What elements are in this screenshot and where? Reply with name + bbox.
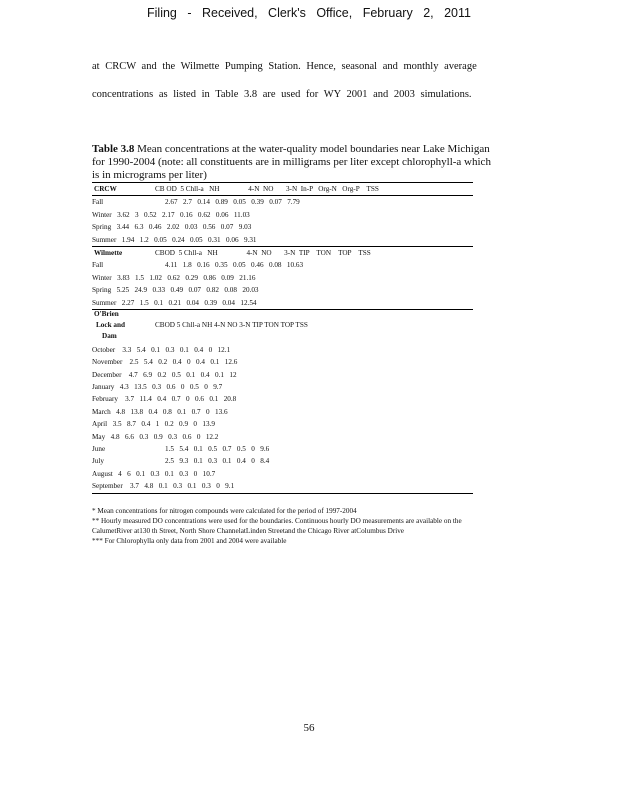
concentration-table bbox=[92, 182, 473, 494]
page-header: Filing - Received, Clerk's Office, February 2, 2011 bbox=[147, 6, 471, 20]
table-row: Summer 2.27 1.5 0.1 0.21 0.04 0.39 0.04 12.54 bbox=[92, 298, 257, 307]
page-number: 56 bbox=[303, 722, 315, 734]
section-name: Lock and bbox=[96, 320, 125, 329]
table-row: October 3.3 5.4 0.1 0.3 0.1 0.4 0 12.1 bbox=[92, 345, 231, 354]
table-caption-text: Mean concentrations at the water-quality model boundaries near Lake Michigan for 1990-2004 (note: all constituents are in milligrams per liter except chlorophyll-a which is in micrograms per liter) bbox=[92, 143, 491, 181]
section-name: Wilmette bbox=[94, 248, 123, 257]
table-notes bbox=[92, 506, 492, 546]
footnote: ** Hourly measured DO concentrations were used for the boundaries. Continuous hourly DO measurements are available on the CalumetRiver at130 th Street, North Shore ChannelatLinden Streetand the Chicago River atColumbus Drive bbox=[92, 517, 462, 535]
table-row: November 2.5 5.4 0.2 0.4 0 0.4 0.1 12.6 bbox=[92, 358, 238, 367]
section-header-row bbox=[92, 310, 473, 344]
section-header-row bbox=[92, 247, 473, 259]
paragraph-line-1: at CRCW and the Wilmette Pumping Station. Hence, seasonal and monthly average bbox=[92, 61, 477, 72]
table-caption bbox=[92, 143, 492, 182]
table-row: Fall 2.67 2.7 0.14 0.89 0.05 0.39 0.07 7.79 bbox=[92, 198, 300, 207]
footnote: * Mean concentrations for nitrogen compounds were calculated for the period of 1997-2004 bbox=[92, 507, 357, 515]
table-row: September 3.7 4.8 0.1 0.3 0.1 0.3 0 9.1 bbox=[92, 482, 235, 491]
section-name: CRCW bbox=[94, 185, 117, 193]
table-row: February 3.7 11.4 0.4 0.7 0 0.6 0.1 20.8 bbox=[92, 395, 237, 404]
table-section-wilmette bbox=[92, 246, 473, 309]
footnote: *** For Chlorophylla only data from 2001 and 2004 were available bbox=[92, 537, 287, 545]
table-row: Fall 4.11 1.8 0.16 0.35 0.05 0.46 0.08 10.63 bbox=[92, 261, 304, 270]
table-row: August 4 6 0.1 0.3 0.1 0.3 0 10.7 bbox=[92, 469, 216, 478]
section-name: O'Brien bbox=[94, 309, 119, 318]
table-row: April 3.5 8.7 0.4 1 0.2 0.9 0 13.9 bbox=[92, 420, 215, 429]
table-row: December 4.7 6.9 0.2 0.5 0.1 0.4 0.1 12 bbox=[92, 370, 237, 379]
column-headers: CB OD 5 Chll-a NH 4-N NO 3-N In-P Org-N Org-P TSS bbox=[155, 185, 379, 193]
column-headers: CBOD 5 Chll-a NH 4-N NO 3-N TIP TON TOP TSS bbox=[155, 320, 308, 329]
column-headers: CBOD 5 Chll-a NH 4-N NO 3-N TIP TON TOP TSS bbox=[155, 248, 371, 257]
table-label: Table 3.8 bbox=[92, 143, 135, 155]
table-row: March 4.8 13.8 0.4 0.8 0.1 0.7 0 13.6 bbox=[92, 407, 228, 416]
table-row: July 2.5 9.3 0.1 0.3 0.1 0.4 0 8.4 bbox=[92, 457, 270, 466]
table-row: Spring 3.44 6.3 0.46 2.02 0.03 0.56 0.07 9.03 bbox=[92, 223, 252, 232]
paragraph-line-2: concentrations as listed in Table 3.8 are used for WY 2001 and 2003 simulations. bbox=[92, 89, 472, 100]
table-row: June 1.5 5.4 0.1 0.5 0.7 0.5 0 9.6 bbox=[92, 445, 270, 454]
table-section-obrien bbox=[92, 309, 473, 494]
section-header-row bbox=[92, 183, 473, 195]
table-row: January 4.3 13.5 0.3 0.6 0 0.5 0 9.7 bbox=[92, 383, 223, 392]
table-row: Summer 1.94 1.2 0.05 0.24 0.05 0.31 0.06 9.31 bbox=[92, 235, 257, 244]
section-name: Dam bbox=[102, 331, 117, 340]
table-row: May 4.8 6.6 0.3 0.9 0.3 0.6 0 12.2 bbox=[92, 432, 219, 441]
table-row: Winter 3.83 1.5 1.02 0.62 0.29 0.86 0.09 21.16 bbox=[92, 273, 256, 282]
table-section-crcw bbox=[92, 182, 473, 246]
table-row: Spring 5.25 24.9 0.33 0.49 0.07 0.82 0.08 20.03 bbox=[92, 286, 259, 295]
table-row: Winter 3.62 3 0.52 2.17 0.16 0.62 0.06 11.03 bbox=[92, 210, 250, 219]
